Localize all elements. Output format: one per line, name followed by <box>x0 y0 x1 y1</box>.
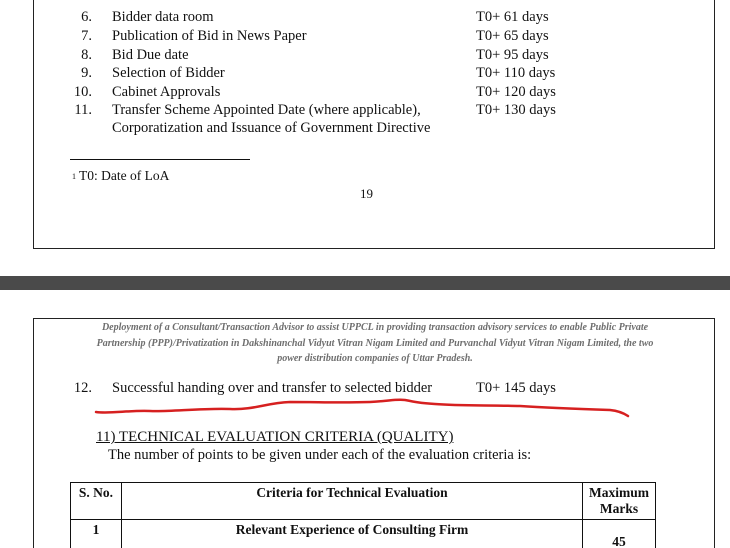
row-number: 6. <box>81 9 92 25</box>
row-time: T0+ 110 days <box>476 65 556 81</box>
row-time: T0+ 145 days <box>476 380 556 396</box>
footnote <box>72 168 169 184</box>
footnote-separator <box>70 159 250 160</box>
section-heading: 11) TECHNICAL EVALUATION CRITERIA (QUALITY) <box>96 429 454 445</box>
red-underline-annotation <box>90 390 635 430</box>
row-number: 11. <box>74 102 92 118</box>
row-activity: Publication of Bid in News Paper <box>112 28 307 44</box>
header-line: Deployment of a Consultant/Transaction Advisor to assist UPPCL in providing transaction advisory services to enable Public Private <box>101 322 649 333</box>
evaluation-criteria-table <box>70 482 656 548</box>
row-activity: Bid Due date <box>112 47 189 63</box>
row-time: T0+ 95 days <box>476 47 549 63</box>
table-header-row <box>71 483 656 520</box>
column-header: S. No. <box>71 483 122 520</box>
row-number: 7. <box>81 28 92 44</box>
row-time: T0+ 130 days <box>476 102 556 118</box>
row-time: T0+ 65 days <box>476 28 549 44</box>
section-intro: The number of points to be given under each of the evaluation criteria is: <box>108 447 532 463</box>
footnote-text: T0: Date of LoA <box>79 168 170 183</box>
header-line: power distribution companies of Uttar Pradesh. <box>277 353 473 364</box>
table-cell-criteria: Relevant Experience of Consulting Firm <box>122 520 583 548</box>
page-number: 19 <box>360 186 373 201</box>
row-activity: Transfer Scheme Appointed Date (where applicable), <box>112 102 421 118</box>
row-time: T0+ 61 days <box>476 9 549 25</box>
table-cell-sno: 1 <box>71 520 122 548</box>
row-activity: Cabinet Approvals <box>112 84 221 100</box>
column-header: Criteria for Technical Evaluation <box>122 483 583 520</box>
row-number <box>72 0 92 2</box>
page-header-note <box>60 320 690 367</box>
row-activity <box>112 0 220 2</box>
row-number: 9. <box>81 65 92 81</box>
row-time: T0+ 120 days <box>476 84 556 100</box>
header-line: Partnership (PPP)/Privatization in Dakshinanchal Vidyut Vitran Nigam Limited and Purvanchal Vidyut Vitran Nigam Limited, the two <box>96 337 654 349</box>
row-activity-line2: Corporatization and Issuance of Government Directive <box>112 120 431 136</box>
row-time <box>476 0 549 2</box>
row-activity: Successful handing over and transfer to selected bidder <box>112 380 433 396</box>
table-cell-marks: 45 <box>583 520 656 548</box>
document-page-20 <box>0 290 730 548</box>
row-number: 12. <box>73 380 92 396</box>
row-activity: Selection of Bidder <box>112 65 225 81</box>
row-number: 8. <box>81 47 92 63</box>
table-row <box>71 520 656 548</box>
column-header: Maximum Marks <box>583 483 656 520</box>
row-activity: Bidder data room <box>112 9 214 25</box>
row-number: 10. <box>73 84 92 100</box>
footnote-marker: 1 <box>72 172 76 181</box>
